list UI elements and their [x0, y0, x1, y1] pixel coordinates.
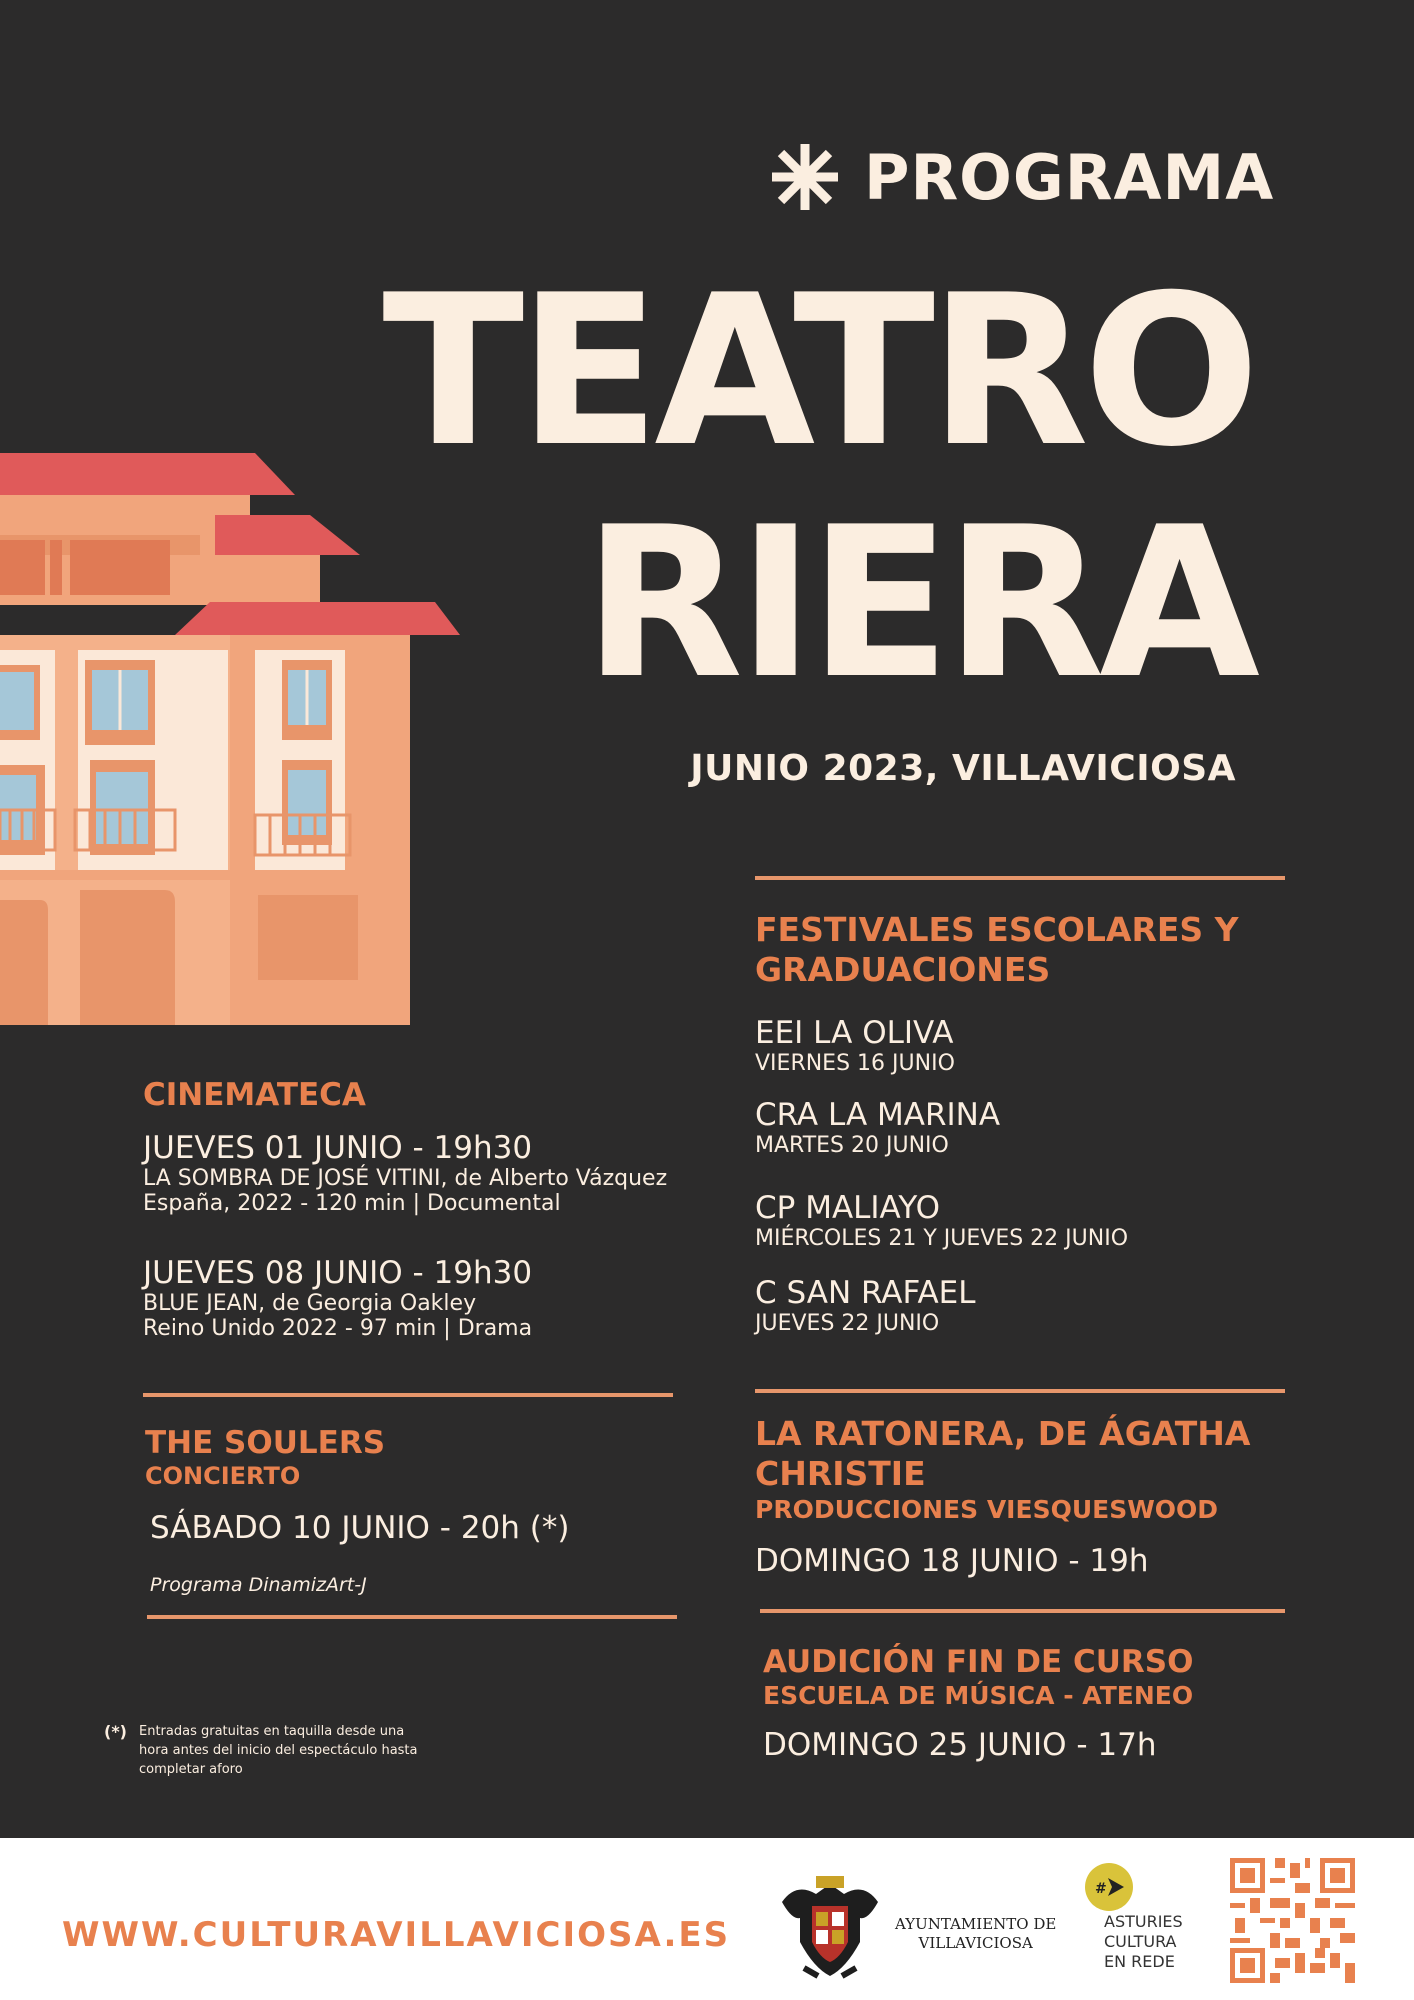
- ayuntamiento-label: [895, 1915, 1056, 1953]
- festivales-item-date: JUEVES 22 JUNIO: [755, 1311, 940, 1336]
- ratonera-heading-2: CHRISTIE: [755, 1454, 926, 1493]
- soulers-subheading: CONCIERTO: [145, 1462, 301, 1490]
- cinemateca-item-info: España, 2022 - 120 min | Documental: [143, 1191, 561, 1216]
- asturies-line: CULTURA: [1104, 1932, 1177, 1951]
- festivales-heading-2: GRADUACIONES: [755, 950, 1051, 989]
- festivales-item: [755, 1190, 1128, 1251]
- festivales-item: [755, 1097, 1000, 1158]
- footnote-line: Entradas gratuitas en taquilla desde una: [139, 1724, 405, 1739]
- soulers-section: [145, 1425, 385, 1491]
- audicion-section: [763, 1643, 1193, 1711]
- asturies-line: EN REDE: [1104, 1952, 1175, 1971]
- asturies-cultura-logo-icon: [1084, 1862, 1134, 1912]
- cinemateca-item-title: LA SOMBRA DE JOSÉ VITINI, de Alberto Vázquez: [143, 1166, 668, 1191]
- programa-label: PROGRAMA: [864, 140, 1275, 214]
- cinemateca-heading: CINEMATECA: [143, 1077, 366, 1113]
- ayuntamiento-line: AYUNTAMIENTO DE: [895, 1915, 1057, 1933]
- divider-ratonera-bottom: [760, 1609, 1285, 1613]
- festivales-heading-1: FESTIVALES ESCOLARES Y: [755, 910, 1239, 949]
- festivales-item-date: MARTES 20 JUNIO: [755, 1133, 949, 1158]
- festivales-item-date: VIERNES 16 JUNIO: [755, 1051, 955, 1076]
- coat-of-arms-icon: [776, 1872, 884, 1982]
- theatre-building-illustration: [0, 450, 470, 1025]
- festivales-item-date: MIÉRCOLES 21 Y JUEVES 22 JUNIO: [755, 1226, 1129, 1251]
- website-link[interactable]: WWW.CULTURAVILLAVICIOSA.ES: [62, 1915, 731, 1955]
- footnote-line: hora antes del inicio del espectáculo hasta: [139, 1743, 418, 1758]
- festivales-section: [755, 910, 1239, 990]
- subtitle: JUNIO 2023, VILLAVICIOSA: [690, 748, 1236, 789]
- soulers-when: SÁBADO 10 JUNIO - 20h (*): [150, 1510, 570, 1546]
- programa-heading: [768, 140, 1274, 214]
- divider-ratonera-top: [755, 1389, 1285, 1393]
- festivales-item-name: EEI LA OLIVA: [755, 1015, 954, 1051]
- ayuntamiento-line: VILLAVICIOSA: [918, 1934, 1033, 1952]
- cinemateca-item-when: JUEVES 08 JUNIO - 19h30: [143, 1255, 533, 1291]
- ratonera-subheading: PRODUCCIONES VIESQUESWOOD: [755, 1495, 1219, 1524]
- footnote: [104, 1722, 418, 1779]
- svg-text:#: #: [1095, 1881, 1107, 1897]
- cinemateca-item-title: BLUE JEAN, de Georgia Oakley: [143, 1291, 477, 1316]
- ratonera-section: [755, 1414, 1250, 1526]
- cinemateca-item-info: Reino Unido 2022 - 97 min | Drama: [143, 1316, 533, 1341]
- footnote-line: completar aforo: [139, 1762, 243, 1777]
- audicion-heading: AUDICIÓN FIN DE CURSO: [763, 1644, 1194, 1680]
- asturies-line: ASTURIES: [1104, 1912, 1183, 1931]
- footnote-mark: (*): [104, 1722, 127, 1741]
- festivales-item: [755, 1275, 976, 1336]
- title-line-2: RIERA: [583, 483, 1254, 725]
- soulers-note: Programa DinamizArt-J: [150, 1574, 367, 1596]
- cinemateca-item-when: JUEVES 01 JUNIO - 19h30: [143, 1130, 533, 1166]
- soulers-heading: THE SOULERS: [145, 1425, 386, 1461]
- ratonera-heading-1: LA RATONERA, DE ÁGATHA: [755, 1414, 1251, 1453]
- divider-soulers-top: [143, 1393, 673, 1397]
- cinemateca-item: [143, 1255, 532, 1341]
- qr-code-icon[interactable]: [1230, 1858, 1355, 1983]
- asturies-cultura-label: [1104, 1912, 1183, 1972]
- asterisk-icon: [768, 140, 842, 214]
- festivales-item-name: CRA LA MARINA: [755, 1097, 1001, 1133]
- festivales-item: [755, 1015, 955, 1076]
- festivales-item-name: CP MALIAYO: [755, 1190, 941, 1226]
- divider-festivales-top: [755, 876, 1285, 880]
- cinemateca-item: [143, 1130, 667, 1216]
- title-line-1: TEATRO: [382, 251, 1254, 493]
- festivales-item-name: C SAN RAFAEL: [755, 1275, 976, 1311]
- audicion-subheading: ESCUELA DE MÚSICA - ATENEO: [763, 1681, 1194, 1710]
- ratonera-when: DOMINGO 18 JUNIO - 19h: [755, 1543, 1149, 1579]
- divider-soulers-bottom: [147, 1615, 677, 1619]
- footnote-text: [139, 1722, 418, 1779]
- audicion-when: DOMINGO 25 JUNIO - 17h: [763, 1727, 1157, 1763]
